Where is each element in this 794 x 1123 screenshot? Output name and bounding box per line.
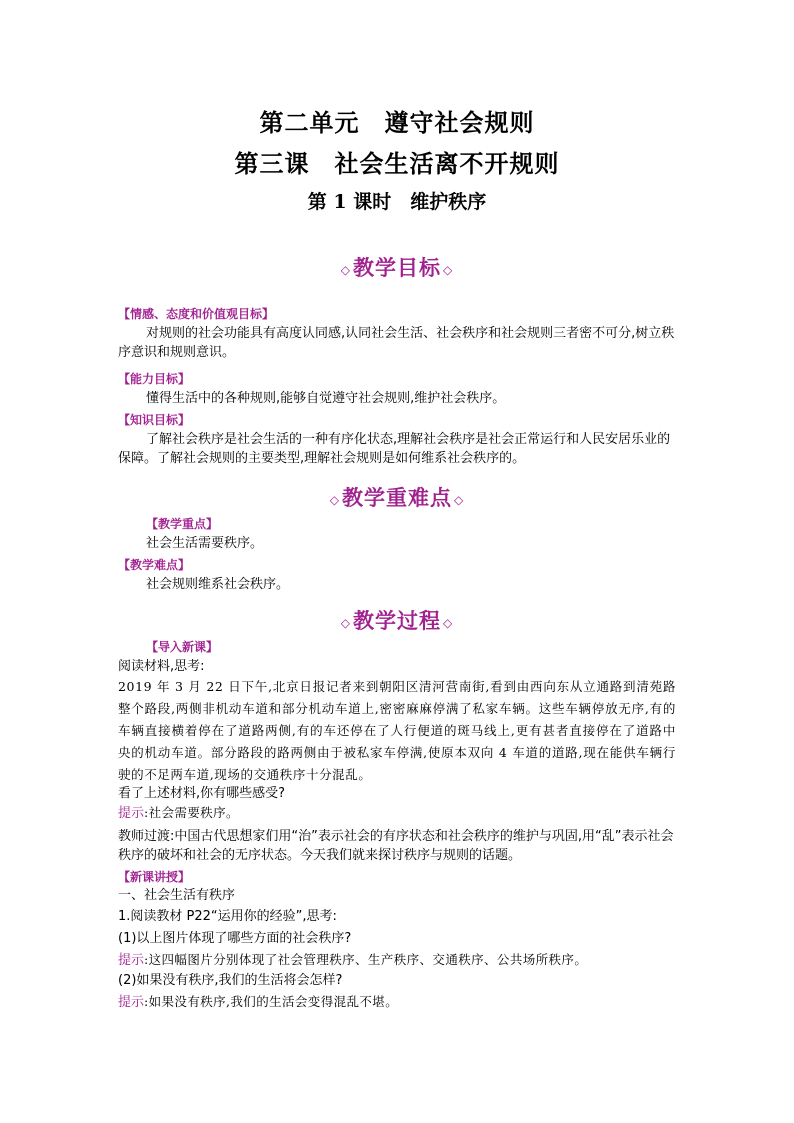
new-lesson-tag: 【新课讲授】 [118,870,191,884]
hint-label: 提示 [118,953,145,968]
diamond-icon: ◇ [443,615,454,630]
focus-text: 社会生活需要秩序。 [146,536,264,551]
emotion-goal-text: 对规则的社会功能具有高度认同感,认同社会生活、社会秩序和社会规则三者密不可分,树立秩序意识和规则意识。 [118,326,675,360]
diamond-icon: ◇ [340,615,351,630]
key-points-label: 教学重难点 [342,485,452,510]
question-two: (2)如果没有秩序,我们的生活将会怎样? [118,973,343,988]
process-label: 教学过程 [353,608,441,633]
period-title: 第 1 课时 维护秩序 [307,191,487,213]
step-one: 1.阅读教材 P22“运用你的经验”,思考: [118,909,337,924]
hint-3 [118,992,398,1012]
teaching-goals-label: 教学目标 [353,255,441,280]
process-heading [118,605,676,635]
document-page [118,0,676,1123]
emotion-goal-tag: 【情感、态度和价值观目标】 [118,307,275,321]
hint-3-text: :如果没有秩序,我们的生活会变得混乱不堪。 [144,994,399,1009]
hint-label: 提示 [118,995,145,1010]
diamond-icon: ◇ [340,262,351,277]
key-points-heading [118,482,676,512]
question-one: (1)以上图片体现了哪些方面的社会秩序? [118,931,352,946]
hint-2 [118,950,587,970]
hint-1 [118,803,239,823]
hint-1-text: :社会需要秩序。 [144,805,239,820]
knowledge-goal-text: 了解社会秩序是社会生活的一种有序化状态,理解社会秩序是社会正常运行和人民安居乐业的保障。了解社会规则的主要类型,理解社会规则是如何维系社会秩序的。 [118,432,671,466]
ability-goal-tag: 【能力目标】 [118,372,191,386]
diamond-icon: ◇ [443,262,454,277]
reflection-question: 看了上述材料,你有哪些感受? [118,786,286,801]
diamond-icon: ◇ [329,492,340,507]
focus-tag: 【教学重点】 [146,517,219,531]
hint-label: 提示 [118,806,145,821]
news-story: 2019 年 3 月 22 日下午,北京日报记者来到朝阳区清河营南街,看到由西向东从立通路到清苑路整个路段,两侧非机动车道和部分机动车道上,密密麻麻停满了私家车辆。这些车辆停放无序,有的车辆直接横着停在了道路两侧,有的车还停在了人行便道的斑马线上,更有甚者直接停在了道路中央的机动车道。部分路段的路两侧由于被私家车停满,使原本双向 4 车道的道路,现在能供车辆行驶的不足两车道,现场的交通秩序十分混乱。 [118,679,676,782]
teacher-transition: 教师过渡:中国古代思想家们用“治”表示社会的有序状态和社会秩序的维护与巩固,用“乱”表示社会秩序的破坏和社会的无序状态。今天我们就来探讨秩序与规则的话题。 [118,829,674,863]
lesson-title: 第三课 社会生活离不开规则 [234,150,560,178]
section-one-title: 一、社会生活有秩序 [118,888,236,903]
ability-goal-text: 懂得生活中的各种规则,能够自觉遵守社会规则,维护社会秩序。 [146,391,506,406]
read-prompt: 阅读材料,思考: [118,659,205,674]
difficulty-tag: 【教学难点】 [118,558,191,572]
difficulty-text: 社会规则维系社会秩序。 [146,577,290,592]
unit-title: 第二单元 遵守社会规则 [259,109,535,137]
intro-tag: 【导入新课】 [146,640,219,654]
diamond-icon: ◇ [454,492,465,507]
hint-2-text: :这四幅图片分别体现了社会管理秩序、生产秩序、交通秩序、公共场所秩序。 [144,952,588,967]
knowledge-goal-tag: 【知识目标】 [118,413,191,427]
teaching-goals-heading [118,252,676,282]
